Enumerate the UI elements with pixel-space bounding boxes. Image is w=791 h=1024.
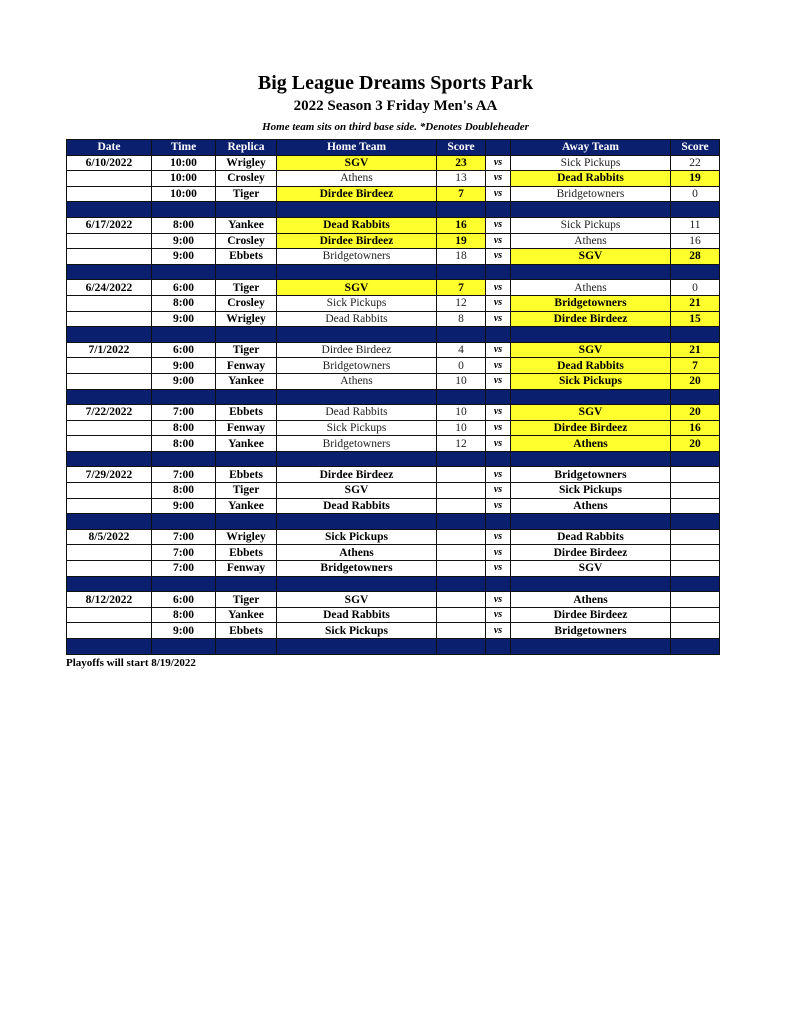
cell-vs: vs [486,342,511,358]
column-header-home-team: Home Team [277,140,437,156]
cell-home-team: Dirdee Birdeez [277,233,437,249]
cell-time: 7:00 [152,467,216,483]
cell-replica: Ebbets [216,545,277,561]
cell-time: 7:00 [152,545,216,561]
cell-replica: Yankee [216,607,277,623]
cell-vs: vs [486,311,511,327]
cell-vs: vs [486,561,511,577]
cell-away-score: 20 [671,436,720,452]
table-row [67,545,720,561]
schedule-note: Home team sits on third base side. *Denotes Doubleheader [262,121,529,133]
cell-home-score: 19 [437,233,486,249]
table-row [67,529,720,545]
cell-away-score: 19 [671,171,720,187]
cell-vs: vs [486,373,511,389]
cell-away-team: Athens [511,436,671,452]
week-separator [67,576,720,592]
cell-replica: Tiger [216,592,277,608]
table-row [67,592,720,608]
cell-home-team: SGV [277,483,437,499]
cell-away-score [671,623,720,639]
cell-away-team: Dirdee Birdeez [511,420,671,436]
cell-date [67,311,152,327]
cell-home-score: 12 [437,436,486,452]
cell-home-team: Dirdee Birdeez [277,186,437,202]
week-separator [67,389,720,405]
cell-date [67,295,152,311]
cell-time: 7:00 [152,561,216,577]
cell-date [67,171,152,187]
table-row [67,217,720,233]
cell-home-score [437,529,486,545]
cell-home-score: 10 [437,373,486,389]
cell-away-score [671,483,720,499]
cell-date [67,420,152,436]
cell-away-team: Bridgetowners [511,623,671,639]
cell-time: 10:00 [152,155,216,171]
cell-date [67,373,152,389]
cell-away-score: 0 [671,280,720,296]
cell-time: 7:00 [152,529,216,545]
cell-time: 8:00 [152,295,216,311]
cell-home-score: 10 [437,405,486,421]
cell-vs: vs [486,498,511,514]
cell-home-score: 0 [437,358,486,374]
cell-replica: Wrigley [216,311,277,327]
cell-time: 8:00 [152,607,216,623]
page-title: Big League Dreams Sports Park [257,72,534,94]
cell-time: 6:00 [152,280,216,296]
cell-away-score [671,529,720,545]
cell-away-score: 16 [671,233,720,249]
cell-away-score [671,545,720,561]
cell-home-score: 4 [437,342,486,358]
cell-home-team: Dead Rabbits [277,217,437,233]
table-row [67,295,720,311]
cell-away-team: Athens [511,592,671,608]
cell-away-team: Sick Pickups [511,483,671,499]
cell-date [67,186,152,202]
cell-vs: vs [486,607,511,623]
cell-time: 9:00 [152,623,216,639]
cell-home-team: Athens [277,545,437,561]
cell-replica: Tiger [216,483,277,499]
cell-away-team: SGV [511,561,671,577]
table-row [67,311,720,327]
cell-vs: vs [486,545,511,561]
cell-home-score [437,607,486,623]
cell-home-team: Bridgetowners [277,249,437,265]
cell-away-team: SGV [511,249,671,265]
cell-date: 8/5/2022 [67,529,152,545]
cell-date: 7/22/2022 [67,405,152,421]
week-separator [67,514,720,530]
cell-away-score: 21 [671,295,720,311]
cell-replica: Wrigley [216,155,277,171]
cell-away-team: Sick Pickups [511,155,671,171]
cell-date: 6/24/2022 [67,280,152,296]
cell-home-team: Bridgetowners [277,358,437,374]
table-row [67,405,720,421]
cell-vs: vs [486,420,511,436]
cell-date [67,233,152,249]
cell-date: 7/1/2022 [67,342,152,358]
cell-home-score: 7 [437,280,486,296]
table-row [67,607,720,623]
cell-time: 8:00 [152,420,216,436]
cell-away-team: Dirdee Birdeez [511,545,671,561]
cell-date [67,436,152,452]
cell-time: 9:00 [152,249,216,265]
cell-time: 8:00 [152,483,216,499]
cell-away-score: 7 [671,358,720,374]
cell-vs: vs [486,295,511,311]
cell-away-team: Athens [511,498,671,514]
cell-replica: Ebbets [216,623,277,639]
cell-away-team: SGV [511,342,671,358]
cell-home-score: 10 [437,420,486,436]
table-row [67,420,720,436]
cell-home-team: Sick Pickups [277,623,437,639]
table-row [67,483,720,499]
week-separator [67,639,720,655]
cell-time: 10:00 [152,186,216,202]
cell-vs: vs [486,623,511,639]
cell-away-score [671,498,720,514]
cell-home-team: SGV [277,592,437,608]
cell-away-score [671,561,720,577]
column-header-time: Time [152,140,216,156]
cell-replica: Crosley [216,171,277,187]
table-row [67,561,720,577]
table-row [67,233,720,249]
cell-time: 9:00 [152,498,216,514]
cell-home-team: Sick Pickups [277,295,437,311]
cell-time: 9:00 [152,233,216,249]
cell-away-team: Sick Pickups [511,217,671,233]
cell-replica: Crosley [216,233,277,249]
cell-home-team: SGV [277,280,437,296]
column-header-home-score: Score [437,140,486,156]
cell-away-score: 28 [671,249,720,265]
cell-away-team: Dead Rabbits [511,171,671,187]
cell-away-score: 11 [671,217,720,233]
cell-time: 7:00 [152,405,216,421]
cell-vs: vs [486,358,511,374]
cell-vs: vs [486,436,511,452]
cell-replica: Tiger [216,342,277,358]
cell-date [67,545,152,561]
cell-replica: Yankee [216,436,277,452]
cell-replica: Fenway [216,358,277,374]
table-row [67,498,720,514]
cell-date [67,561,152,577]
cell-replica: Yankee [216,217,277,233]
cell-away-team: Sick Pickups [511,373,671,389]
cell-vs: vs [486,529,511,545]
cell-away-team: Bridgetowners [511,295,671,311]
cell-home-team: Bridgetowners [277,436,437,452]
cell-away-score: 20 [671,405,720,421]
cell-vs: vs [486,217,511,233]
cell-home-score [437,483,486,499]
cell-home-team: Athens [277,171,437,187]
schedule-body [67,155,720,654]
table-row [67,155,720,171]
cell-away-score [671,467,720,483]
cell-date [67,498,152,514]
schedule-table [66,139,720,655]
table-row [67,436,720,452]
cell-home-score: 23 [437,155,486,171]
column-header-vs [486,140,511,156]
cell-vs: vs [486,233,511,249]
cell-date [67,483,152,499]
cell-away-team: SGV [511,405,671,421]
column-header-date: Date [67,140,152,156]
cell-time: 6:00 [152,592,216,608]
cell-time: 9:00 [152,358,216,374]
table-row [67,280,720,296]
cell-away-score: 21 [671,342,720,358]
cell-home-team: Dead Rabbits [277,311,437,327]
week-separator [67,327,720,343]
cell-time: 8:00 [152,436,216,452]
cell-home-score [437,498,486,514]
cell-away-team: Dead Rabbits [511,529,671,545]
cell-vs: vs [486,405,511,421]
table-row [67,467,720,483]
column-header-away-team: Away Team [511,140,671,156]
cell-away-score: 0 [671,186,720,202]
cell-away-team: Dirdee Birdeez [511,311,671,327]
cell-date: 8/12/2022 [67,592,152,608]
cell-date: 7/29/2022 [67,467,152,483]
cell-time: 9:00 [152,311,216,327]
cell-replica: Fenway [216,420,277,436]
table-row [67,373,720,389]
cell-away-score: 16 [671,420,720,436]
cell-home-team: Dead Rabbits [277,607,437,623]
cell-replica: Wrigley [216,529,277,545]
cell-home-team: Dead Rabbits [277,498,437,514]
cell-home-score [437,561,486,577]
cell-vs: vs [486,483,511,499]
cell-vs: vs [486,249,511,265]
table-row [67,171,720,187]
cell-away-team: Dirdee Birdeez [511,607,671,623]
season-subtitle: 2022 Season 3 Friday Men's AA [293,98,498,114]
cell-vs: vs [486,280,511,296]
cell-date [67,607,152,623]
cell-home-score [437,545,486,561]
cell-away-team: Bridgetowners [511,467,671,483]
cell-home-score [437,467,486,483]
cell-replica: Yankee [216,498,277,514]
cell-home-score [437,623,486,639]
cell-home-score: 8 [437,311,486,327]
cell-vs: vs [486,171,511,187]
cell-away-team: Athens [511,280,671,296]
cell-home-team: Dirdee Birdeez [277,342,437,358]
cell-home-team: Sick Pickups [277,420,437,436]
cell-replica: Ebbets [216,249,277,265]
cell-home-team: Dirdee Birdeez [277,467,437,483]
table-row [67,358,720,374]
cell-date [67,358,152,374]
week-separator [67,451,720,467]
table-row [67,249,720,265]
table-header-row [67,140,720,156]
cell-vs: vs [486,467,511,483]
cell-away-team: Athens [511,233,671,249]
cell-vs: vs [486,592,511,608]
cell-away-team: Dead Rabbits [511,358,671,374]
cell-home-score [437,592,486,608]
cell-replica: Ebbets [216,467,277,483]
cell-away-score: 22 [671,155,720,171]
cell-time: 8:00 [152,217,216,233]
cell-replica: Fenway [216,561,277,577]
cell-home-score: 7 [437,186,486,202]
column-header-replica: Replica [216,140,277,156]
playoffs-note: Playoffs will start 8/19/2022 [66,657,196,669]
cell-replica: Tiger [216,280,277,296]
cell-replica: Crosley [216,295,277,311]
cell-vs: vs [486,155,511,171]
cell-home-team: Athens [277,373,437,389]
week-separator [67,264,720,280]
cell-home-team: Sick Pickups [277,529,437,545]
cell-time: 9:00 [152,373,216,389]
cell-date: 6/17/2022 [67,217,152,233]
cell-away-team: Bridgetowners [511,186,671,202]
week-separator [67,202,720,218]
cell-date: 6/10/2022 [67,155,152,171]
cell-home-score: 18 [437,249,486,265]
cell-home-score: 12 [437,295,486,311]
cell-away-score: 20 [671,373,720,389]
cell-vs: vs [486,186,511,202]
cell-replica: Yankee [216,373,277,389]
cell-home-team: Dead Rabbits [277,405,437,421]
cell-home-score: 16 [437,217,486,233]
cell-replica: Tiger [216,186,277,202]
cell-time: 6:00 [152,342,216,358]
cell-home-team: Bridgetowners [277,561,437,577]
cell-home-score: 13 [437,171,486,187]
table-row [67,186,720,202]
cell-replica: Ebbets [216,405,277,421]
cell-away-score [671,592,720,608]
cell-time: 10:00 [152,171,216,187]
cell-away-score [671,607,720,623]
cell-home-team: SGV [277,155,437,171]
table-row [67,342,720,358]
cell-date [67,623,152,639]
cell-away-score: 15 [671,311,720,327]
column-header-away-score: Score [671,140,720,156]
cell-date [67,249,152,265]
table-row [67,623,720,639]
